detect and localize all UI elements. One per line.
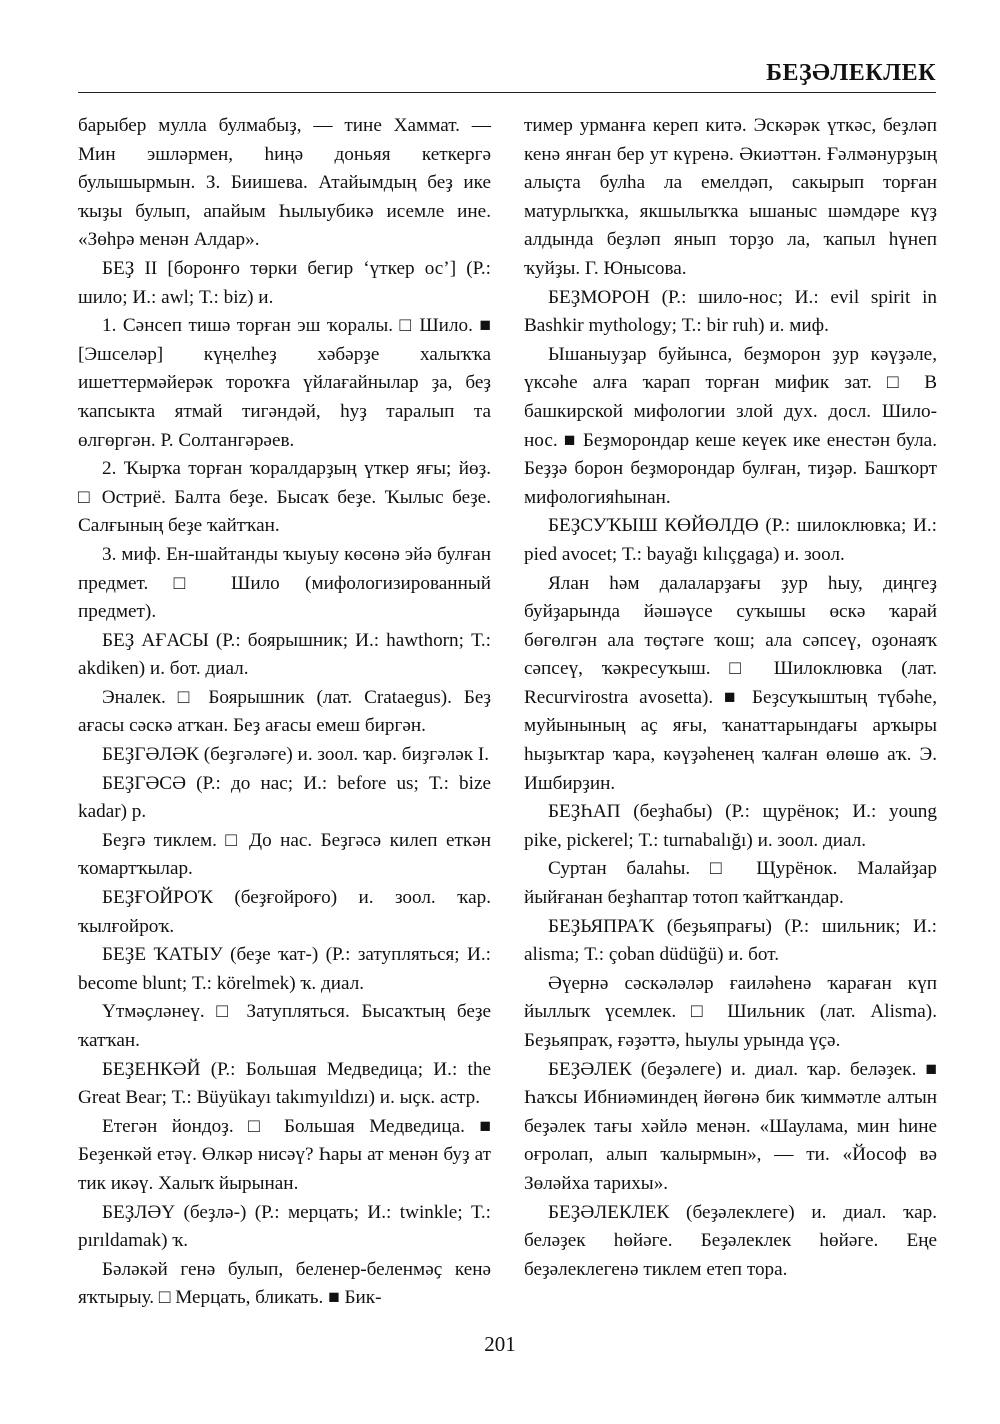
dictionary-paragraph: БЕҘ АҒАСЫ (Р.: боярышник; И.: hawthorn; Т.: akdiken) и. бот. диал. (78, 629, 491, 680)
dictionary-paragraph: Ышаныуҙар буйынса, беҙморон ҙур кәүҙәле, үксәһе алға ҡарап торған мифик зат. □ В башкирской мифологии злой дух. досл. Шило-нос. ■ Беҙморондар кеше кеүек ике енестән була. Беҙҙә борон беҙморондар булған, тиҙәр. Башҡорт мифологияһынан. (524, 343, 937, 508)
dictionary-paragraph: Етегән йондоҙ. □ Большая Медведица. ■ Беҙенкәй етәү. Өлкәр нисәү? Һары ат менән буҙ ат тик икәү. Халыҡ йырынан. (78, 1115, 491, 1194)
right-column (524, 112, 937, 1284)
dictionary-paragraph: БЕҘГӘЛӘК (беҙгәләге) и. зоол. ҡар. биҙгәләк I. (102, 744, 490, 766)
page-number: 201 (484, 1332, 516, 1356)
dictionary-paragraph: тимер урманға кереп китә. Эскәрәк үткәс, беҙләп кенә янған бер ут күренә. Әкиәттән. Ғәлмәнурҙың алыҫта булһа ла емелдәп, сакырып торған матурлыҡҡа, якшылыҡҡа ышаныс шәмдәре күҙ алдында беҙләп янып торҙо ла, ҡапыл һүнеп ҡуйҙы. Г. Юнысова. (524, 115, 937, 279)
dictionary-paragraph: БЕҘЕ ҠАТЫУ (беҙе ҡат-) (Р.: затупляться; И.: become blunt; Т.: körelmek) ҡ. диал. (78, 944, 491, 994)
dictionary-paragraph: БЕҘСУҠЫШ КӨЙӨЛДӨ (Р.: шилоклювка; И.: pied avocet; Т.: bayağı kılıçgaga) и. зоол. (524, 515, 937, 565)
dictionary-paragraph: БЕҘҒОЙРОҠ (беҙғойроғо) и. зоол. ҡар. ҡылғойроҡ. (78, 887, 491, 937)
dictionary-paragraph: барыбер мулла булмабыҙ, — тине Хаммат. — Мин эшләрмен, һиңә доньяя кеткергә булышырмын. З. Биишева. Атайымдың беҙ ике ҡыҙы булып, апайым Һылыубикә исемле ине. «Зөһрә менән Алдар». (78, 115, 491, 251)
dictionary-paragraph: БЕҘ II [боронғо төрки бегир ‘үткер ос’] (Р.: шило; И.: awl; Т.: biz) и. (78, 257, 491, 308)
dictionary-paragraph: Ялан һәм далаларҙағы ҙур һыу, диңгеҙ буйҙарында йәшәүсе суҡышы өскә ҡарай бөгөлгән ала төҫтәге ҡош; ала сәпсеү, оҙонаяҡ сәпсеү, ҡәкресуҡыш. □ Шилоклювка (лат. Recurvirostra avosetta). ■ Беҙсуҡыштың түбәһе, муйынының аҫ яғы, ҡанаттарындағы арҡыры һыҙыҡтар ҡара, кәүҙәһенең ҡалған өлөшө аҡ. Э. Ишбирҙин. (524, 572, 937, 794)
dictionary-paragraph: Әүернә сәскәләләр ғаиләһенә ҡараған күп йыллыҡ үсемлек. □ Шильник (лат. Alisma). Беҙьяпраҡ, ғәҙәттә, һыулы урында үҫә. (524, 972, 937, 1051)
dictionary-paragraph: БЕҘЬЯПРАҠ (беҙьяпрағы) (Р.: шильник; И.: alisma; Т.: çoban düdüğü) и. бот. (524, 915, 937, 966)
running-header (78, 58, 936, 93)
dictionary-paragraph: БЕҘМОРОН (Р.: шило-нос; И.: evil spirit in Bashkir mythology; Т.: bir ruh) и. миф. (524, 286, 937, 337)
dictionary-paragraph: 3. миф. Ен-шайтанды ҡыуыу көсөнә эйә булған предмет. □ Шило (мифологизированный предмет). (78, 543, 491, 623)
dictionary-paragraph: БЕҘГӘСӘ (Р.: до нас; И.: before us; Т.: bize kadar) р. (78, 772, 491, 823)
running-head-title: БЕҘӘЛЕКЛЕК (766, 60, 936, 86)
dictionary-paragraph: БЕҘЕНКӘЙ (Р.: Большая Медведица; И.: the Great Bear; Т.: Büyükayı takımyıldızı) и. ыҫк. астр. (78, 1058, 491, 1109)
dictionary-paragraph: 2. Ҡырҡа торған ҡоралдарҙың үткер яғы; йөҙ. □ Остриё. Балта беҙе. Бысаҡ беҙе. Ҡылыс беҙе. Салғының беҙе ҡайтҡан. (78, 458, 491, 537)
dictionary-paragraph: БЕҘҺАП (беҙһабы) (Р.: щурёнок; И.: young pike, pickerel; Т.: turnabalığı) и. зоол. диал. (524, 801, 937, 851)
dictionary-paragraph: Үтмәҫләнеү. □ Затупляться. Бысаҡтың беҙе ҡатҡан. (78, 1001, 491, 1051)
dictionary-paragraph: Беҙгә тиклем. □ До нас. Беҙгәсә килеп еткән ҡомартҡылар. (78, 829, 491, 880)
dictionary-paragraph: Бәләкәй генә булып, беленер-беленмәҫ кенә яҡтырыу. □ Мерцать, бликать. ■ Бик- (78, 1258, 491, 1309)
dictionary-paragraph: 1. Сәнсеп тишә торған эш ҡоралы. □ Шило. ■ [Эшселәр] күңелһеҙ хәбәрҙе халыҡҡа ишеттермәйерәк тороҡға үйлағайнылар ҙа, беҙ ҡапсыкта ятмай тигәндәй, һуҙ таралып та өлгөргән. Р. Солтангәрәев. (78, 315, 491, 451)
dictionary-paragraph: БЕҘЛӘҮ (беҙлә-) (Р.: мерцать; И.: twinkle; Т.: pırıldamak) ҡ. (78, 1201, 491, 1252)
dictionary-paragraph: Эналек. □ Боярышник (лат. Crataegus). Беҙ ағасы сәскә атҡан. Беҙ ағасы емеш биргән. (78, 686, 491, 737)
dictionary-paragraph: Суртан балаһы. □ Щурёнок. Малайҙар йыйғанан беҙһаптар тотоп ҡайтҡандар. (524, 858, 937, 909)
left-column (78, 112, 491, 1313)
dictionary-paragraph: БЕҘӘЛЕКЛЕК (беҙәлеклеге) и. диал. ҡар. беләҙек һөйәге. Беҙәлеклек һөйәге. Еңе беҙәлеклегенә тиклем етеп тора. (524, 1201, 937, 1280)
dictionary-paragraph: БЕҘӘЛЕК (беҙәлеге) и. диал. ҡар. беләҙек. ■ Һаҡсы Ибниәминдең йөгөнә бик ҡиммәтле алтын беҙәлек тағы хәйлә менән. «Шаулама, мин һине оғролап, алып ҡалырмын», — ти. «Йософ вә Зөләйха тарихы». (524, 1058, 937, 1194)
